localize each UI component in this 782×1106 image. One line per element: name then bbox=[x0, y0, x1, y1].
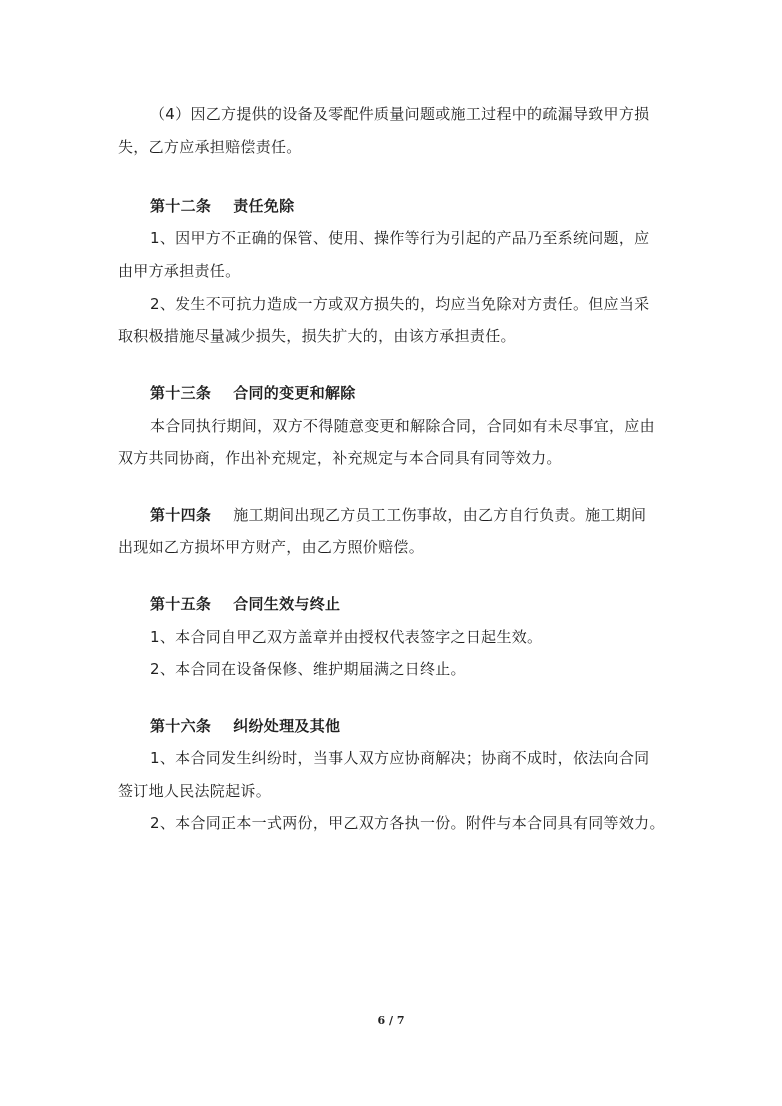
clause-13-number: 第十三条 bbox=[150, 384, 212, 402]
clause-13-heading bbox=[150, 383, 356, 403]
clause-13-line-2: 双方共同协商，作出补充规定，补充规定与本合同具有同等效力。 bbox=[118, 449, 562, 467]
clause-12-title: 责任免除 bbox=[233, 197, 295, 215]
clause-12-paragraph-1-line-2: 由甲方承担责任。 bbox=[118, 262, 241, 280]
clause-13-title: 合同的变更和解除 bbox=[233, 384, 356, 402]
clause-15-paragraph-1: 1、本合同自甲乙双方盖章并由授权代表签字之日起生效。 bbox=[150, 628, 543, 646]
clause-16-paragraph-1-line-1: 1、本合同发生纠纷时，当事人双方应协商解决；协商不成时，依法向合同 bbox=[150, 749, 650, 767]
clause-15-heading bbox=[150, 594, 340, 614]
clause-11-item-4-line-1: （4）因乙方提供的设备及零配件质量问题或施工过程中的疏漏导致甲方损 bbox=[150, 105, 650, 123]
clause-14-text-start: 施工期间出现乙方员工工伤事故，由乙方自行负责。施工期间 bbox=[233, 506, 647, 524]
clause-16-heading bbox=[150, 716, 340, 736]
clause-16-paragraph-1-line-2: 签订地人民法院起诉。 bbox=[118, 782, 272, 800]
clause-14-line-1 bbox=[150, 505, 646, 525]
clause-14-line-2: 出现如乙方损坏甲方财产，由乙方照价赔偿。 bbox=[118, 538, 425, 556]
clause-12-paragraph-1-line-1: 1、因甲方不正确的保管、使用、操作等行为引起的产品乃至系统问题，应 bbox=[150, 229, 650, 247]
clause-15-number: 第十五条 bbox=[150, 595, 212, 613]
clause-12-heading bbox=[150, 196, 294, 216]
clause-15-title: 合同生效与终止 bbox=[233, 595, 341, 613]
clause-13-line-1: 本合同执行期间，双方不得随意变更和解除合同，合同如有未尽事宜，应由 bbox=[150, 417, 655, 435]
page-number: 6 / 7 bbox=[377, 1014, 405, 1027]
clause-15-paragraph-2: 2、本合同在设备保修、维护期届满之日终止。 bbox=[150, 660, 466, 678]
clause-14-number: 第十四条 bbox=[150, 506, 212, 524]
clause-16-paragraph-2: 2、本合同正本一式两份，甲乙双方各执一份。附件与本合同具有同等效力。 bbox=[150, 814, 665, 832]
clause-16-title: 纠纷处理及其他 bbox=[233, 717, 341, 735]
clause-12-paragraph-2-line-1: 2、发生不可抗力造成一方或双方损失的，均应当免除对方责任。但应当采 bbox=[150, 295, 650, 313]
clause-12-number: 第十二条 bbox=[150, 197, 212, 215]
clause-16-number: 第十六条 bbox=[150, 717, 212, 735]
clause-11-item-4-line-2: 失，乙方应承担赔偿责任。 bbox=[118, 138, 302, 156]
clause-12-paragraph-2-line-2: 取积极措施尽量减少损失，损失扩大的，由该方承担责任。 bbox=[118, 327, 516, 345]
